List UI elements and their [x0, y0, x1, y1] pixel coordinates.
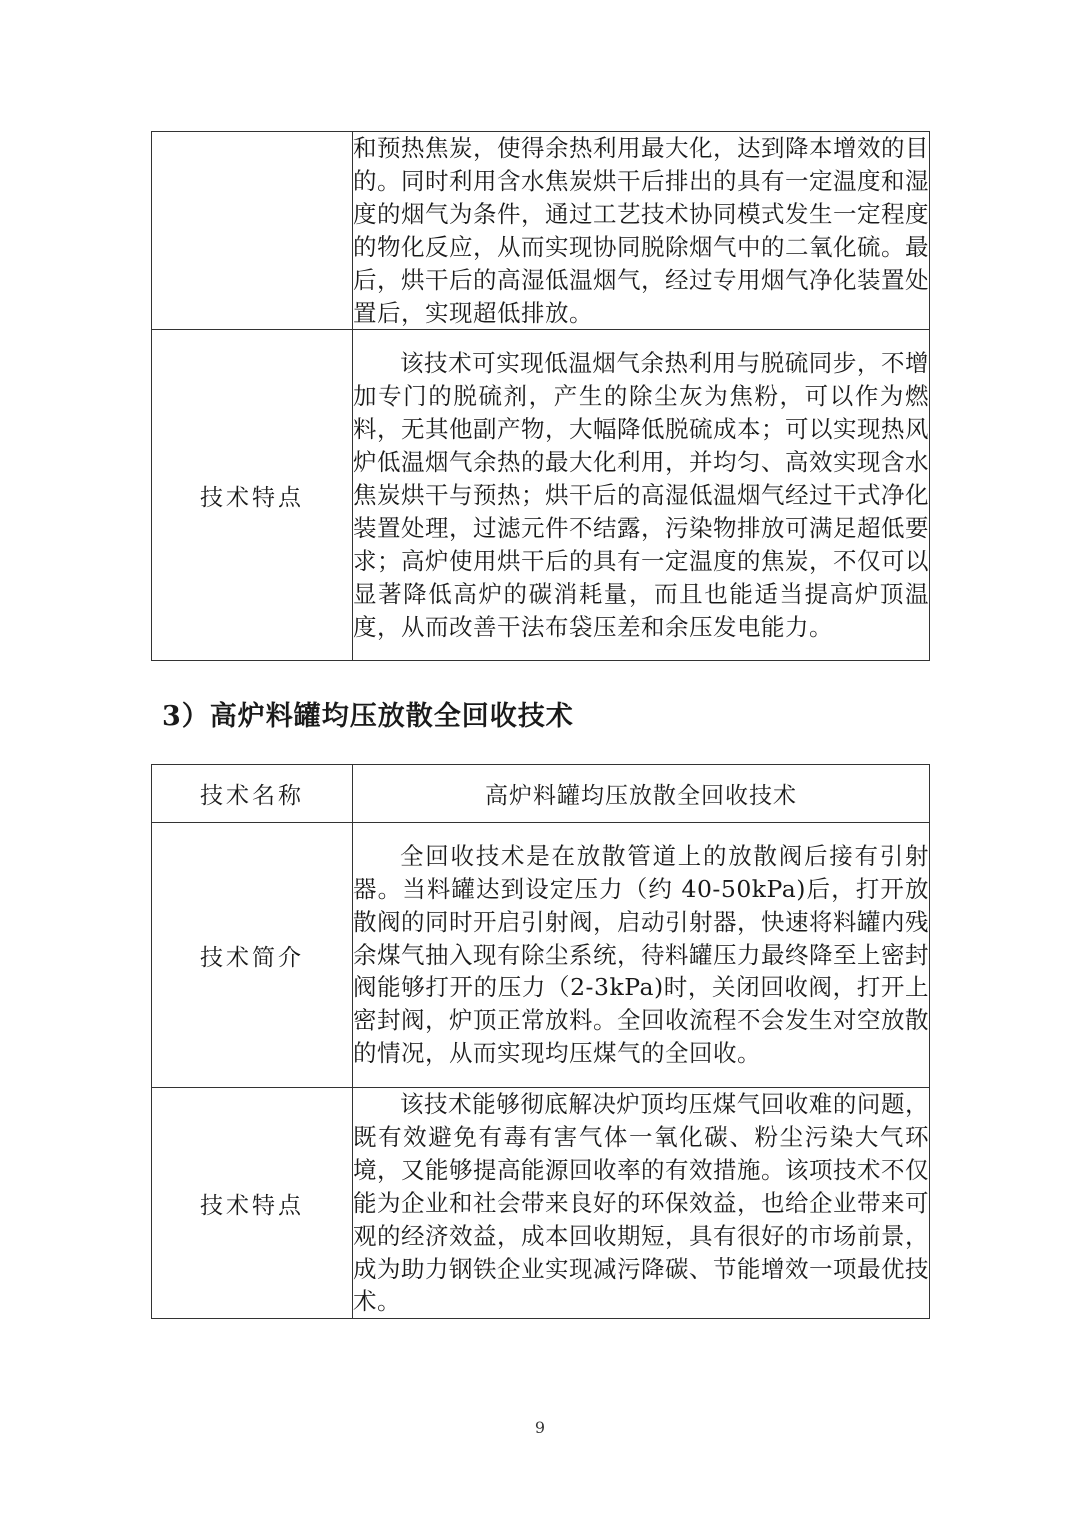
page-number: 9 — [534, 1418, 546, 1437]
row-label-name: 技术名称 — [152, 765, 353, 823]
continued-description-text: 和预热焦炭，使得余热利用最大化，达到降本增效的目的。同时利用含水焦炭烘干后排出的具有一定温度和湿度的烟气为条件，通过工艺技术协同模式发生一定程度的物化反应，从而实现协同脱除烟气中的二氧化硫。最后，烘干后的高湿低温烟气，经过专用烟气净化装置处置后，实现超低排放。 — [353, 132, 930, 330]
table-row — [152, 823, 930, 1088]
table-row — [152, 330, 930, 661]
table-row — [152, 765, 930, 823]
technology-name-value: 高炉料罐均压放散全回收技术 — [353, 765, 930, 823]
row-label-empty — [152, 132, 353, 330]
row-label-intro: 技术简介 — [152, 823, 353, 1088]
table-row — [152, 1088, 930, 1319]
features-text: 该技术可实现低温烟气余热利用与脱硫同步，不增加专门的脱硫剂，产生的除尘灰为焦粉，可以作为燃料，无其他副产物，大幅降低脱硫成本；可以实现热风炉低温烟气余热的最大化利用，并均匀、高效实现含水焦炭烘干与预热；烘干后的高湿低温烟气经过干式净化装置处理，过滤元件不结露，污染物排放可满足超低要求；高炉使用烘干后的具有一定温度的焦炭，不仅可以显著降低高炉的碳消耗量，而且也能适当提高炉顶温度，从而改善干法布袋压差和余压发电能力。 — [353, 330, 930, 661]
row-label-features: 技术特点 — [152, 330, 353, 661]
row-label-features: 技术特点 — [152, 1088, 353, 1319]
technology-table — [151, 764, 930, 1319]
intro-text: 全回收技术是在放散管道上的放散阀后接有引射器。当料罐达到设定压力（约 40-50kPa)后，打开放散阀的同时开启引射阀，启动引射器，快速将料罐内残余煤气抽入现有除尘系统，待料罐压力最终降至上密封阀能够打开的压力（2-3kPa)时，关闭回收阀，打开上密封阀，炉顶正常放料。全回收流程不会发生对空放散的情况，从而实现均压煤气的全回收。 — [353, 823, 930, 1088]
table-row — [152, 132, 930, 330]
table-continued — [151, 131, 930, 661]
section-heading: 3）高炉料罐均压放散全回收技术 — [162, 701, 574, 732]
features-text: 该技术能够彻底解决炉顶均压煤气回收难的问题，既有效避免有毒有害气体一氧化碳、粉尘污染大气环境，又能够提高能源回收率的有效措施。该项技术不仅能为企业和社会带来良好的环保效益，也给企业带来可观的经济效益，成本回收期短，具有很好的市场前景，成为助力钢铁企业实现减污降碳、节能增效一项最优技术。 — [353, 1088, 930, 1319]
